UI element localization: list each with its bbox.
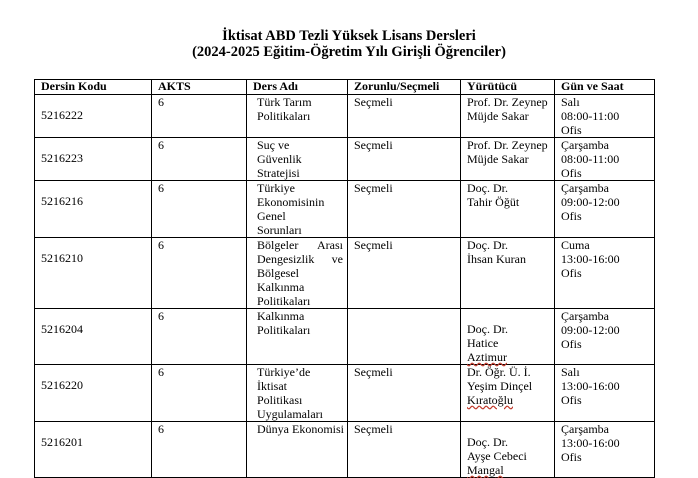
course-name-line: Politikası: [257, 393, 303, 407]
course-code-cell: [35, 309, 152, 365]
course-name-cell: [247, 95, 348, 138]
course-code: 5216222: [41, 108, 83, 122]
course-name-line: Genel: [257, 209, 286, 223]
lecturer-line: Ayşe Cebeci: [467, 449, 527, 463]
lecturer-line: Dr. Öğr. Ü. İ.: [467, 365, 531, 379]
schedule-line: Salı: [561, 365, 580, 379]
course-type: Seçmeli: [354, 181, 393, 195]
course-code-cell: [35, 422, 152, 478]
schedule-cell: [555, 238, 655, 309]
course-name-cell: [247, 138, 348, 181]
table-row: [35, 365, 655, 422]
lecturer-line: Prof. Dr. Zeynep: [467, 95, 548, 109]
akts-value: 6: [158, 181, 164, 195]
document-subtitle: (2024-2025 Eğitim-Öğretim Yılı Girişli Öğrenciler): [192, 44, 506, 60]
course-name-line: Politikaları: [257, 109, 311, 123]
course-code-cell: [35, 95, 152, 138]
table-row: [35, 422, 655, 478]
lecturer-cell: [461, 365, 555, 422]
schedule-cell: [555, 138, 655, 181]
course-code: 5216220: [41, 378, 83, 392]
course-name-line: Türk Tarım: [257, 95, 312, 109]
course-code-cell: [35, 138, 152, 181]
schedule-line: 13:00-16:00: [561, 379, 620, 393]
table-row: [35, 238, 655, 309]
akts-cell: [152, 181, 247, 238]
course-type: Seçmeli: [354, 422, 393, 436]
lecturer-line: İhsan Kuran: [467, 252, 526, 266]
course-name-line: Bölgeler Arası: [257, 238, 343, 252]
schedule-line: 09:00-12:00: [561, 323, 620, 337]
schedule-line: Çarşamba: [561, 309, 609, 323]
akts-cell: [152, 365, 247, 422]
akts-cell: [152, 138, 247, 181]
course-code-cell: [35, 365, 152, 422]
lecturer-cell: [461, 138, 555, 181]
schedule-line: Çarşamba: [561, 422, 609, 436]
header-type: Zorunlu/Seçmeli: [348, 80, 461, 95]
lecturer-line: Hatice: [467, 336, 499, 350]
type-cell: [348, 422, 461, 478]
course-name-cell: [247, 309, 348, 365]
lecturer-line: Doç. Dr.: [467, 435, 508, 449]
course-name-line: Politikaları: [257, 323, 311, 337]
akts-cell: [152, 238, 247, 309]
schedule-line: 08:00-11:00: [561, 152, 620, 166]
akts-cell: [152, 422, 247, 478]
course-name-line: Kalkınma: [257, 309, 305, 323]
course-type: Seçmeli: [354, 95, 393, 109]
lecturer-cell: [461, 309, 555, 365]
header-schedule: Gün ve Saat: [555, 80, 655, 95]
course-code-cell: [35, 181, 152, 238]
lecturer-line: Prof. Dr. Zeynep: [467, 138, 548, 152]
table-header-row: [35, 80, 655, 95]
course-name-line: Bölgesel: [257, 266, 299, 280]
lecturer-line: Mangal: [467, 463, 504, 477]
schedule-line: Salı: [561, 95, 580, 109]
lecturer-line: Müjde Sakar: [467, 109, 529, 123]
course-type: Seçmeli: [354, 138, 393, 152]
course-name-line: Türkiye’de: [257, 365, 311, 379]
schedule-line: Ofis: [561, 337, 582, 351]
type-cell: [348, 309, 461, 365]
document-title: İktisat ABD Tezli Yüksek Lisans Dersleri: [222, 28, 476, 44]
table-row: [35, 138, 655, 181]
course-code: 5216204: [41, 322, 83, 336]
akts-cell: [152, 95, 247, 138]
course-type: Seçmeli: [354, 365, 393, 379]
course-code: 5216223: [41, 151, 83, 165]
schedule-line: 08:00-11:00: [561, 109, 620, 123]
schedule-line: Çarşamba: [561, 181, 609, 195]
lecturer-cell: [461, 95, 555, 138]
lecturer-cell: [461, 238, 555, 309]
lecturer-cell: [461, 181, 555, 238]
schedule-cell: [555, 309, 655, 365]
table-row: [35, 309, 655, 365]
schedule-line: Cuma: [561, 238, 590, 252]
lecturer-line: Aztimur: [467, 350, 507, 364]
schedule-line: 09:00-12:00: [561, 195, 620, 209]
course-code: 5216216: [41, 194, 83, 208]
header-lecturer: Yürütücü: [461, 80, 555, 95]
course-type: Seçmeli: [354, 238, 393, 252]
course-name-cell: [247, 365, 348, 422]
course-name-line: Güvenlik: [257, 152, 302, 166]
lecturer-line: Yeşim Dinçel: [467, 379, 533, 393]
course-name-line: Ekonomisinin: [257, 195, 325, 209]
akts-value: 6: [158, 95, 164, 109]
akts-cell: [152, 309, 247, 365]
course-name-line: Kalkınma: [257, 280, 305, 294]
course-name-line: Türkiye: [257, 181, 295, 195]
course-code: 5216201: [41, 435, 83, 449]
akts-value: 6: [158, 138, 164, 152]
akts-value: 6: [158, 238, 164, 252]
course-name-line: Suç ve: [257, 138, 290, 152]
schedule-cell: [555, 422, 655, 478]
course-name-cell: [247, 422, 348, 478]
schedule-cell: [555, 95, 655, 138]
course-name-line: Dünya Ekonomisi: [257, 422, 344, 436]
lecturer-cell: [461, 422, 555, 478]
type-cell: [348, 138, 461, 181]
courses-table: [34, 79, 655, 478]
lecturer-line: Tahir Öğüt: [467, 195, 520, 209]
akts-value: 6: [158, 422, 164, 436]
schedule-line: Ofis: [561, 393, 582, 407]
course-name-cell: [247, 181, 348, 238]
course-name-line: İktisat: [257, 379, 287, 393]
schedule-line: 13:00-16:00: [561, 252, 620, 266]
course-name-line: Stratejisi: [257, 166, 300, 180]
course-name-line: Dengesizlik ve: [257, 252, 343, 266]
schedule-cell: [555, 181, 655, 238]
lecturer-line: Doç. Dr.: [467, 322, 508, 336]
schedule-line: Çarşamba: [561, 138, 609, 152]
table-row: [35, 181, 655, 238]
header-akts: AKTS: [152, 80, 247, 95]
course-name-line: Uygulamaları: [257, 407, 323, 421]
type-cell: [348, 365, 461, 422]
type-cell: [348, 181, 461, 238]
lecturer-line: Doç. Dr.: [467, 181, 508, 195]
lecturer-line: Müjde Sakar: [467, 152, 529, 166]
header-course-code: Dersin Kodu: [35, 80, 152, 95]
schedule-line: 13:00-16:00: [561, 436, 620, 450]
table-row: [35, 95, 655, 138]
type-cell: [348, 95, 461, 138]
lecturer-line: Doç. Dr.: [467, 238, 508, 252]
akts-value: 6: [158, 365, 164, 379]
course-name-line: Politikaları: [257, 294, 311, 308]
type-cell: [348, 238, 461, 309]
schedule-line: Ofis: [561, 266, 582, 280]
course-name-cell: [247, 238, 348, 309]
schedule-line: Ofis: [561, 123, 582, 137]
schedule-line: Ofis: [561, 450, 582, 464]
schedule-line: Ofis: [561, 209, 582, 223]
course-code-cell: [35, 238, 152, 309]
course-code: 5216210: [41, 251, 83, 265]
header-course-name: Ders Adı: [247, 80, 348, 95]
schedule-cell: [555, 365, 655, 422]
schedule-line: Ofis: [561, 166, 582, 180]
lecturer-line: Kıratoğlu: [467, 393, 513, 407]
course-name-line: Sorunları: [257, 223, 302, 237]
akts-value: 6: [158, 309, 164, 323]
